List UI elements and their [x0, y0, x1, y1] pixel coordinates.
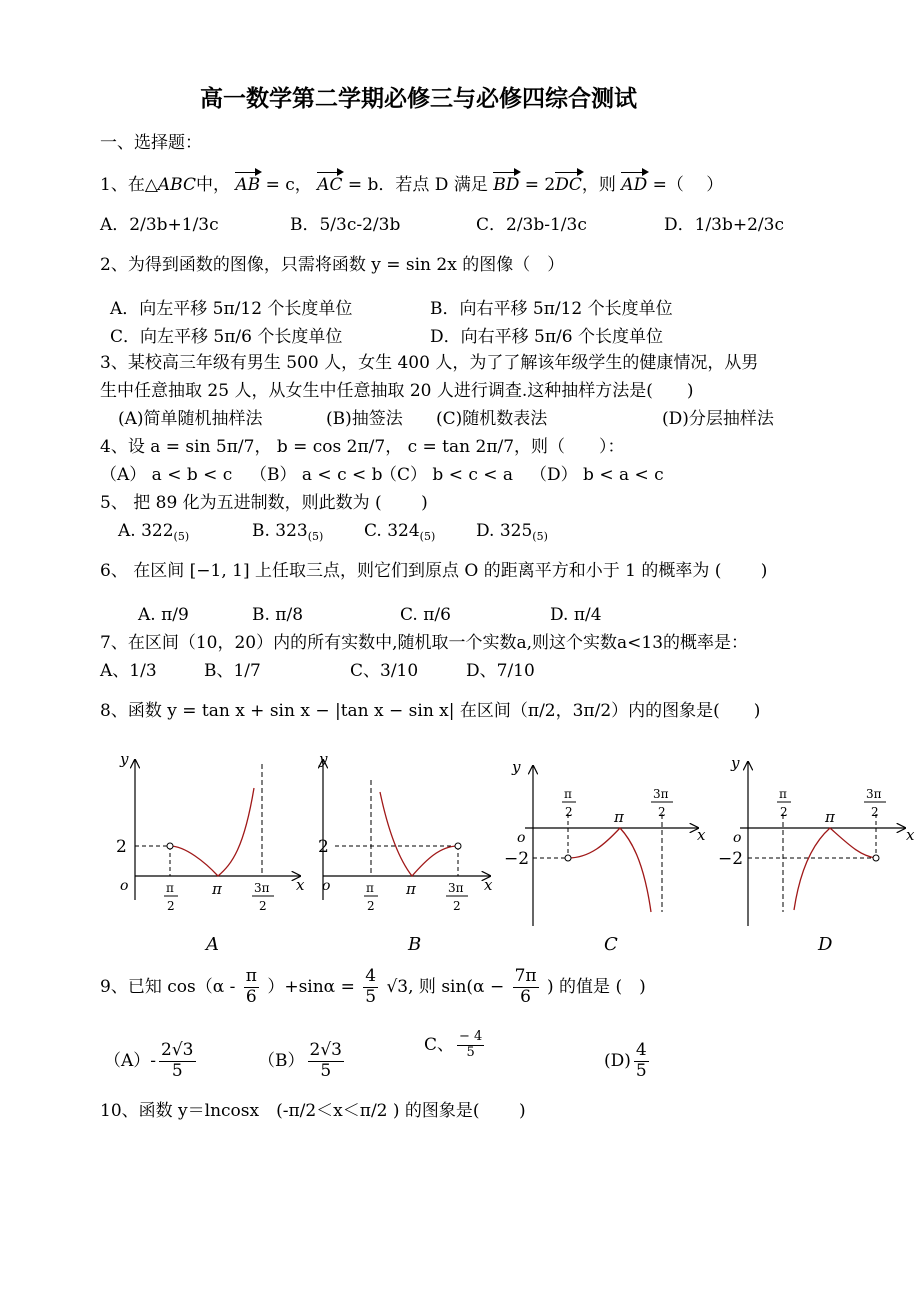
graph-b-tick-half-pi-den: 2: [367, 899, 375, 913]
graph-c-tick-3half-num: 3π: [653, 787, 669, 801]
q2-option-a: A．向左平移 5π/12 个长度单位: [110, 299, 353, 319]
graph-d-tick-half-pi-num: π: [779, 787, 787, 801]
graph-d-y-label: y: [731, 754, 740, 772]
question-3-line-1: 3、某校高三年级有男生 500 人，女生 400 人，为了了解该年级学生的健康情况，从男: [100, 353, 759, 373]
graph-b-curve: [380, 792, 458, 876]
graph-b-y-label: y: [319, 750, 328, 768]
q7-option-b: B、1/7: [204, 661, 261, 681]
q6-option-b: B. π/8: [252, 605, 304, 625]
q1-option-b: B．5/3c-2/3b: [290, 215, 401, 235]
q2-option-d: D．向右平移 5π/6 个长度单位: [430, 327, 663, 347]
vector-ac: AC: [317, 175, 343, 195]
q7-option-d: D、7/10: [466, 661, 535, 681]
question-8: 8、函数 y = tan x + sin x − |tan x − sin x| 在区间（π/2，3π/2）内的图象是( ): [100, 701, 761, 721]
graph-a-label: A: [206, 934, 219, 955]
q3-option-d: (D)分层抽样法: [662, 409, 774, 429]
graph-b-tick-half-pi-num: π: [366, 881, 374, 895]
q5-option-c: C. $324_{(5)}$: [364, 521, 436, 543]
section-heading: 一、选择题：: [100, 133, 202, 153]
q7-option-c: C、3/10: [350, 661, 419, 681]
graph-d-x-label: x: [906, 826, 915, 844]
graph-b-x-label: x: [484, 876, 493, 894]
q9-option-b: （B） $\frac{2√3}{5}$: [258, 1040, 342, 1081]
page-title: 高一数学第二学期必修三与必修四综合测试: [200, 86, 637, 112]
q1-option-a: A．2/3b+1/3c: [100, 215, 219, 235]
graph-c-curve: [568, 828, 651, 912]
q6-option-d: D. π/4: [550, 605, 602, 625]
vector-ad: AD: [621, 175, 648, 195]
graph-a-y-label: y: [120, 750, 129, 768]
graph-c-origin: o: [517, 830, 526, 846]
q4-option-a: （A） a < b < c: [100, 465, 233, 485]
graph-c-tick-pi: π: [614, 808, 624, 826]
q9-option-c: C、 $\frac{- 4}{5}$: [424, 1029, 483, 1060]
q6-option-c: C. π/6: [400, 605, 451, 625]
graph-d-tick-pi: π: [825, 808, 835, 826]
graph-d: [718, 754, 915, 955]
graph-d-tick-half-pi-den: 2: [780, 805, 788, 819]
graph-a-tick-3half-num: 3π: [254, 881, 270, 895]
graph-a-curve: [170, 788, 254, 876]
question-5: 5、 把 89 化为五进制数，则此数为 ( ): [100, 493, 428, 513]
q7-option-a: A、1/3: [100, 661, 157, 681]
q5-option-b: B. $323_{(5)}$: [252, 521, 324, 543]
q3-option-b: (B)抽签法: [326, 409, 403, 429]
vector-dc: DC: [555, 175, 582, 195]
graph-a-x-label: x: [296, 876, 305, 894]
graph-c-y-label: y: [512, 758, 521, 776]
question-4: 4、设 a = sin 5π/7， b = cos 2π/7， c = tan 2π/7，则（ ）：: [100, 437, 625, 457]
graph-d-origin: o: [733, 830, 742, 846]
graph-b-tick-3half-den: 2: [453, 899, 461, 913]
graph-a-tick-2: 2: [116, 837, 127, 857]
graph-b: [318, 750, 493, 955]
graph-c-tick-half-pi-den: 2: [565, 805, 573, 819]
q5-option-a: A. $322_{(5)}$: [118, 521, 190, 543]
graph-c-tick-half-pi-num: π: [564, 787, 572, 801]
graph-a-origin: o: [120, 878, 129, 894]
question-9: 9、已知 cos（α - $\frac{\pi}{6}$ ）+sinα = $\frac{4}{5}$ √3, 则 sin(α − $\frac{7\pi}{6}$ ) 的值是 ( ): [100, 966, 646, 1007]
q1-option-d: D．1/3b+2/3c: [664, 215, 784, 235]
graph-d-open-point: [873, 855, 879, 861]
graph-b-label: B: [408, 934, 422, 955]
graph-a-tick-3half-den: 2: [259, 899, 267, 913]
q3-option-a: (A)简单随机抽样法: [118, 409, 263, 429]
question-3-line-2: 生中任意抽取 25 人，从女生中任意抽取 20 人进行调查.这种抽样方法是( ): [100, 381, 694, 401]
graph-c-open-point: [565, 855, 571, 861]
q6-option-a: A. π/9: [138, 605, 189, 625]
question-10: 10、函数 y＝lncosx (-π/2＜x＜π/2 ) 的图象是( ): [100, 1101, 526, 1121]
graph-a-tick-half-pi-den: 2: [167, 899, 175, 913]
q5-option-d: D. $325_{(5)}$: [476, 521, 548, 543]
q4-option-d: （D） b < a < c: [530, 465, 664, 485]
graph-b-open-point: [455, 843, 461, 849]
question-2: 2、为得到函数的图像，只需将函数 y = sin 2x 的图像（ ）: [100, 255, 565, 275]
graph-a: [116, 750, 305, 955]
graph-b-tick-pi: π: [406, 880, 416, 898]
question-1: 1、在△ABC中， AB = c， AC = b．若点 D 满足 BD = 2DC，则 AD =（ ）: [100, 175, 724, 195]
graph-c-tick-neg2: −2: [504, 849, 530, 869]
question-7: 7、在区间（10，20）内的所有实数中,随机取一个实数a,则这个实数a<13的概率是：: [100, 633, 749, 653]
graph-b-origin: o: [322, 878, 331, 894]
graph-d-curve: [794, 828, 876, 910]
graph-d-tick-3half-den: 2: [871, 805, 879, 819]
graph-c: [504, 758, 706, 955]
graph-a-open-point: [167, 843, 173, 849]
graph-d-tick-neg2: −2: [718, 849, 744, 869]
q4-option-c: （C） b < c < a: [380, 465, 514, 485]
q4-option-b: （B） a < c < b: [250, 465, 383, 485]
q2-option-b: B．向右平移 5π/12 个长度单位: [430, 299, 673, 319]
graph-d-label: D: [818, 934, 833, 955]
q1-option-c: C．2/3b-1/3c: [476, 215, 587, 235]
question-6: 6、 在区间 [−1, 1] 上任取三点，则它们到原点 O 的距离平方和小于 1 的概率为 ( ): [100, 561, 768, 581]
q2-option-c: C．向左平移 5π/6 个长度单位: [110, 327, 343, 347]
q9-option-d: (D) $\frac{4}{5}$: [604, 1040, 647, 1081]
graph-a-tick-pi: π: [212, 880, 222, 898]
q9-option-a: （A）- $\frac{2√3}{5}$: [104, 1040, 194, 1081]
graph-a-tick-half-pi-num: π: [166, 881, 174, 895]
graph-c-x-label: x: [697, 826, 706, 844]
q3-option-c: (C)随机数表法: [436, 409, 548, 429]
vector-bd: BD: [493, 175, 520, 195]
graph-d-tick-3half-num: 3π: [866, 787, 882, 801]
graph-b-tick-2: 2: [318, 837, 329, 857]
graph-b-tick-3half-num: 3π: [448, 881, 464, 895]
graph-c-tick-3half-den: 2: [658, 805, 666, 819]
graph-c-label: C: [604, 934, 618, 955]
vector-ab: AB: [235, 175, 261, 195]
q8-graphs: [0, 740, 920, 970]
